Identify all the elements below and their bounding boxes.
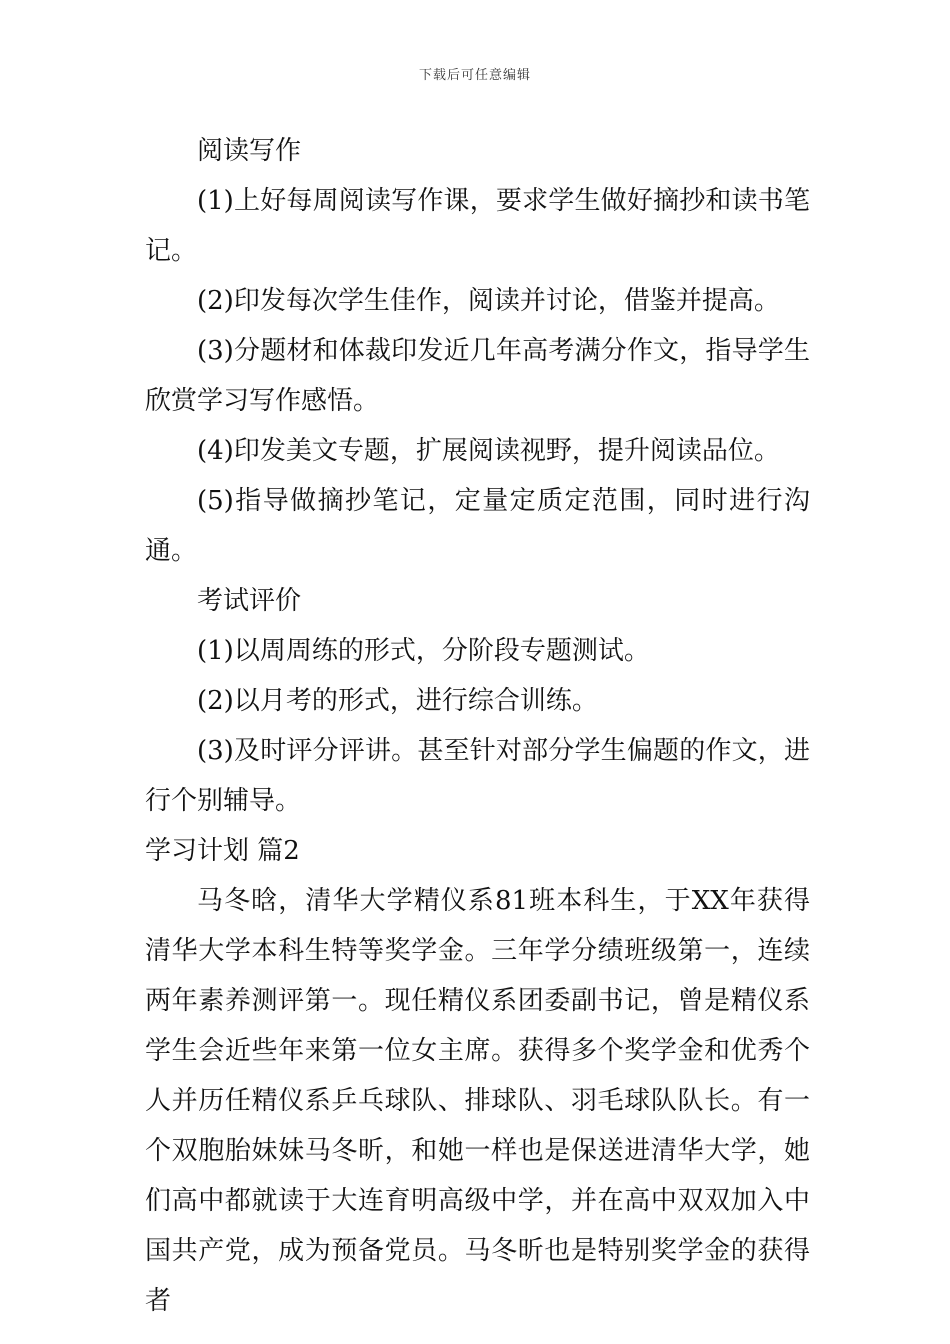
- paragraph: 马冬晗，清华大学精仪系81班本科生，于XX年获得清华大学本科生特等奖学金。三年学分绩班级第一，连续两年素养测评第一。现任精仪系团委副书记，曾是精仪系学生会近些年来第一位女主席。获得多个奖学金和优秀个人并历任精仪系乒乓球队、排球队、羽毛球队队长。有一个双胞胎妹妹马冬昕，和她一样也是保送进清华大学，她们高中都就读于大连育明高级中学，并在高中双双加入中国共产党，成为预备党员。马冬昕也是特别奖学金的获得者: [145, 886, 810, 1316]
- paragraph: (5)指导做摘抄笔记，定量定质定范围，同时进行沟通。: [145, 486, 810, 566]
- document-body: [145, 126, 810, 1326]
- paragraph: (4)印发美文专题，扩展阅读视野，提升阅读品位。: [197, 436, 780, 466]
- section-heading-reading-writing: 阅读写作: [197, 136, 302, 166]
- page-header: 下载后可任意编辑: [418, 68, 531, 83]
- paragraph: (1)上好每周阅读写作课，要求学生做好摘抄和读书笔记。: [145, 186, 810, 266]
- paragraph: (3)分题材和体裁印发近几年高考满分作文，指导学生欣赏学习写作感悟。: [145, 336, 810, 416]
- chapter-title: 学习计划 篇2: [145, 836, 300, 866]
- paragraph: (2)印发每次学生佳作，阅读并讨论，借鉴并提高。: [197, 286, 780, 316]
- section-heading-exam-evaluation: 考试评价: [197, 586, 302, 616]
- paragraph: (1)以周周练的形式，分阶段专题测试。: [197, 636, 650, 666]
- paragraph: (3)及时评分评讲。甚至针对部分学生偏题的作文，进行个别辅导。: [145, 736, 810, 816]
- paragraph: (2)以月考的形式，进行综合训练。: [197, 686, 598, 716]
